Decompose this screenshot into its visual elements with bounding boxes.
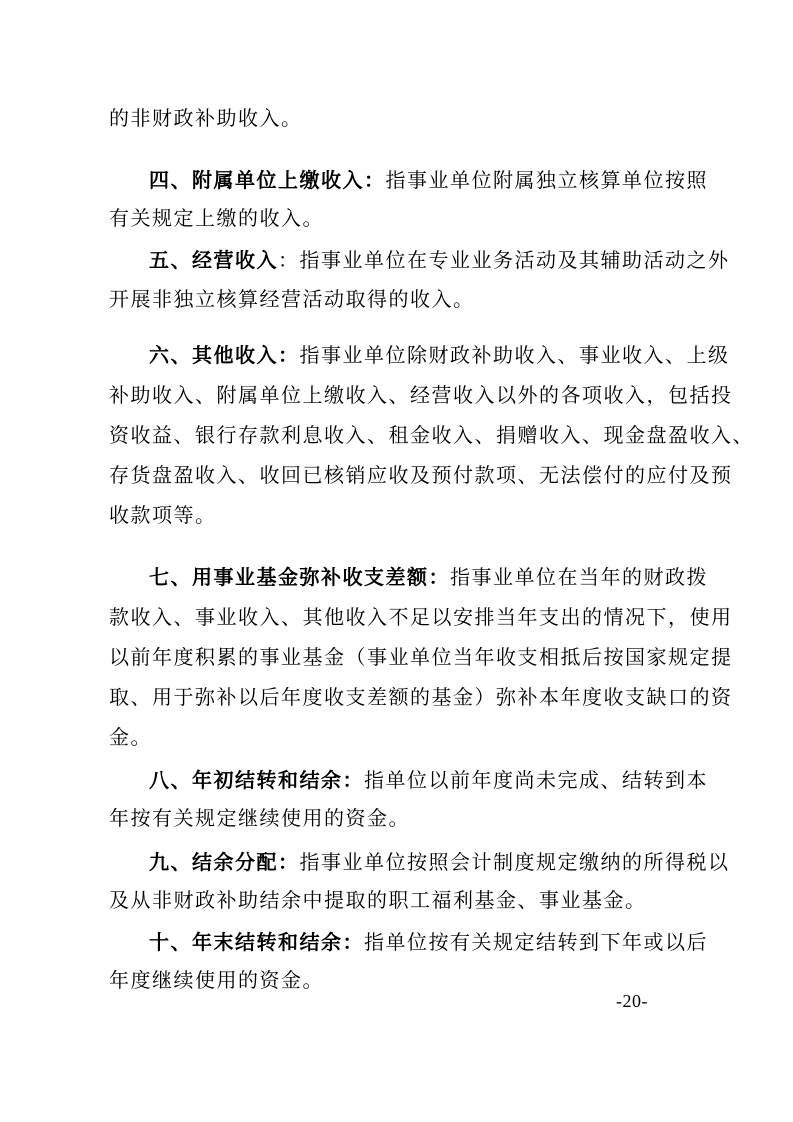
section-4-line-2: 有关规定上缴的收入。 xyxy=(109,206,324,230)
section-8-line-2: 年按有关规定继续使用的资金。 xyxy=(109,806,410,830)
section-4-heading-line xyxy=(149,166,708,194)
section-5-line-2: 开展非独立核算经营活动取得的收入。 xyxy=(109,287,475,311)
page-number: -20- xyxy=(616,991,648,1011)
section-7-line-4: 取、用于弥补以后年度收支差额的基金）弥补本年度收支缺口的资 xyxy=(109,685,733,709)
section-9-text: 指事业单位按照会计制度规定缴纳的所得税以 xyxy=(299,850,730,874)
section-7-line-5: 金。 xyxy=(109,725,152,749)
section-10-text: 指单位按有关规定结转到下年或以后 xyxy=(364,930,708,954)
section-5-heading-line xyxy=(149,246,730,274)
body-line-1: 的非财政补助收入。 xyxy=(109,106,303,130)
section-7-line-3: 以前年度积累的事业基金（事业单位当年收支相抵后按国家规定提 xyxy=(109,645,733,669)
section-6-line-2: 补助收入、附属单位上缴收入、经营收入以外的各项收入，包括投 xyxy=(109,383,733,407)
section-10-line-2: 年度继续使用的资金。 xyxy=(109,968,324,992)
section-4-text: 指事业单位附属独立核算单位按照 xyxy=(385,168,708,192)
section-6-term: 六、其他收入： xyxy=(149,343,300,367)
section-9-heading-line xyxy=(149,848,730,876)
section-8-heading-line xyxy=(149,766,708,794)
section-7-term: 七、用事业基金弥补收支差额： xyxy=(149,565,450,589)
section-9-line-2: 及从非财政补助结余中提取的职工福利基金、事业基金。 xyxy=(109,888,647,912)
section-9-term: 九、结余分配： xyxy=(149,850,300,874)
section-7-heading-line xyxy=(149,563,708,591)
section-10-heading-line xyxy=(149,928,708,956)
section-7-line-2: 款收入、事业收入、其他收入不足以安排当年支出的情况下，使用 xyxy=(109,605,733,629)
section-8-text: 指单位以前年度尚未完成、结转到本 xyxy=(364,768,708,792)
section-8-term: 八、年初结转和结余： xyxy=(149,768,364,792)
section-10-term: 十、年末结转和结余： xyxy=(149,930,364,954)
section-6-text: 指事业单位除财政补助收入、事业收入、上级 xyxy=(299,343,730,367)
section-6-line-3: 资收益、银行存款利息收入、租金收入、捐赠收入、现金盘盈收入、 xyxy=(109,423,754,447)
section-6-line-4: 存货盘盈收入、收回已核销应收及预付款项、无法偿付的应付及预 xyxy=(109,463,733,487)
section-7-text: 指事业单位在当年的财政拨 xyxy=(450,565,708,589)
section-5-text: ：指事业单位在专业业务活动及其辅助活动之外 xyxy=(278,248,730,272)
section-6-heading-line xyxy=(149,341,730,369)
section-4-term: 四、附属单位上缴收入： xyxy=(149,168,386,192)
section-5-term: 五、经营收入 xyxy=(149,248,278,272)
section-6-line-5: 收款项等。 xyxy=(109,503,217,527)
